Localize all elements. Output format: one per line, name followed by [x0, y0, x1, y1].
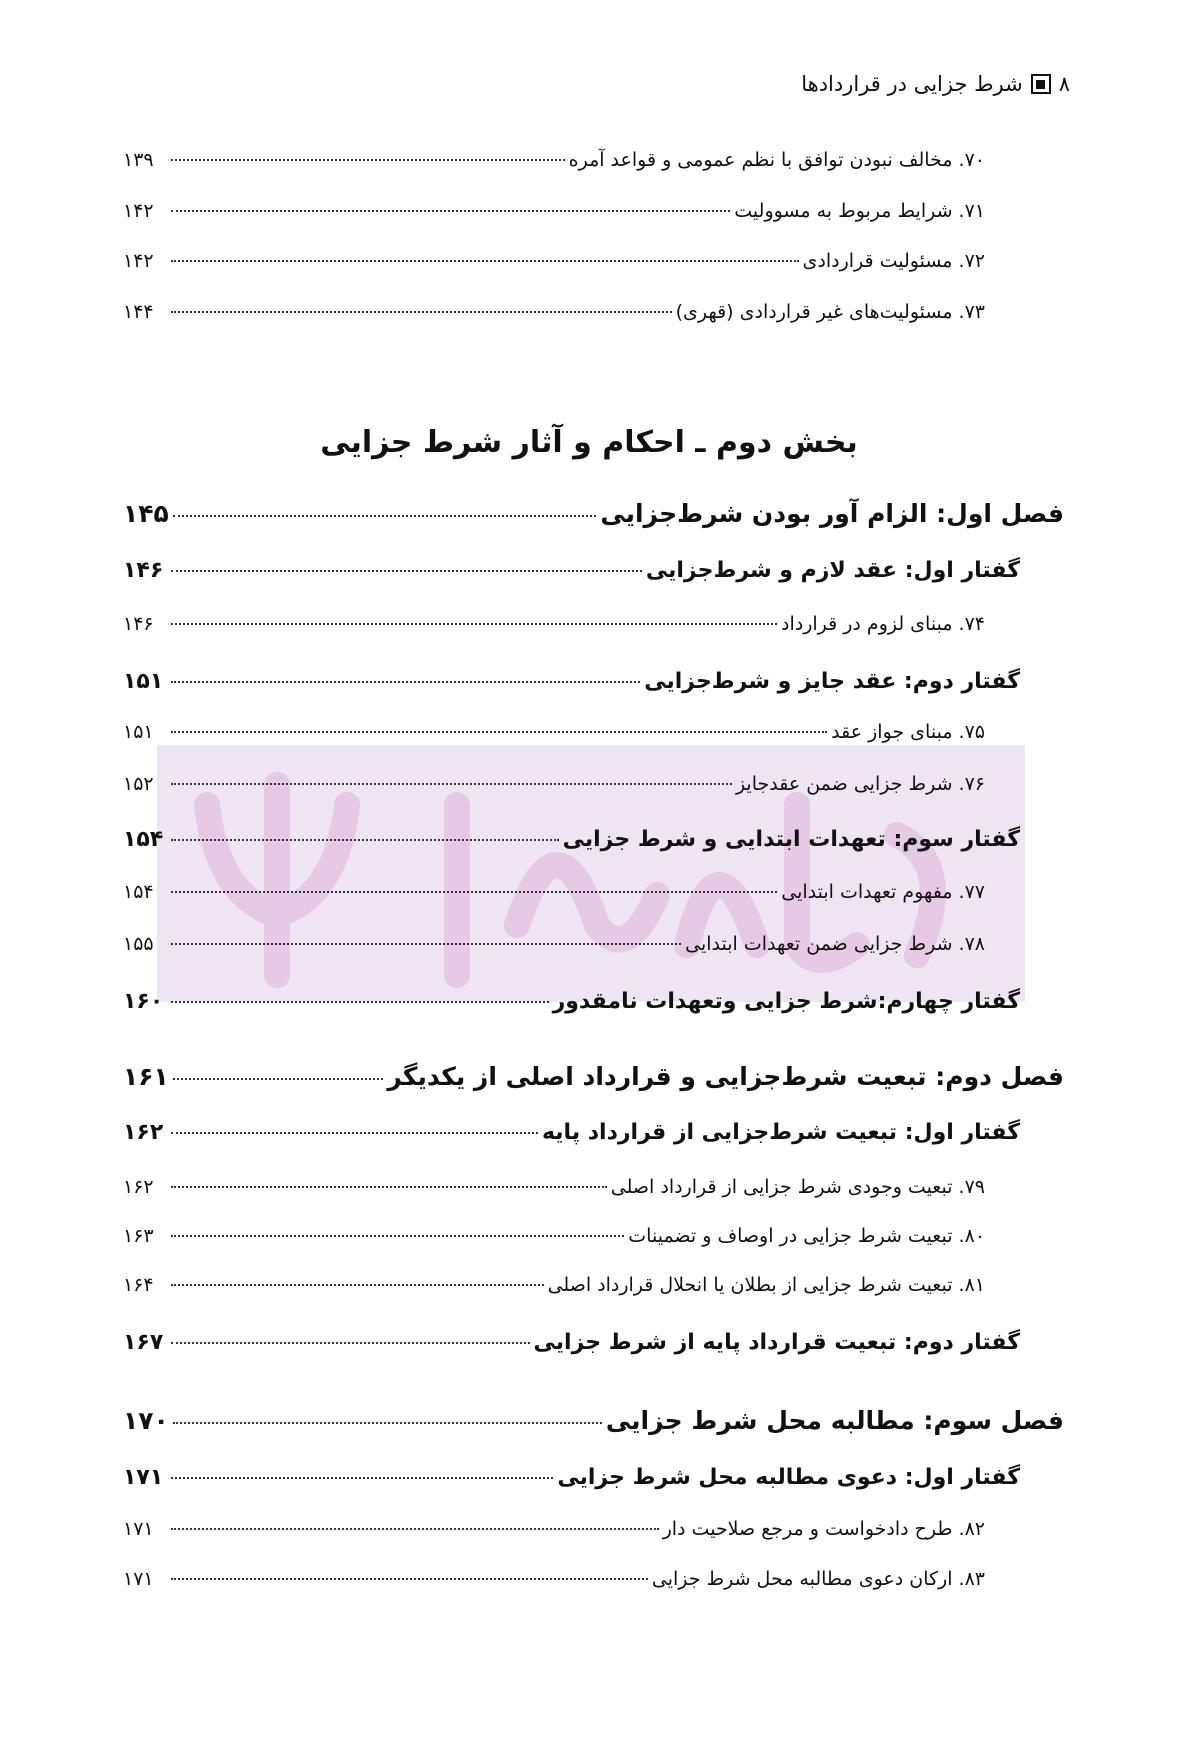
- leader-dots: [171, 681, 640, 683]
- toc-entry-page: ۱۶۲: [123, 1120, 164, 1146]
- leader-dots: [171, 943, 681, 945]
- toc-entry: [123, 669, 1020, 694]
- toc-entry-title: ۷۶. شرط جزایی ضمن عقدجایز: [735, 773, 985, 796]
- toc-entry: [123, 881, 985, 903]
- toc-entry-title: ۷۰. مخالف نبودن توافق با نظم عمومی و قواعد آمره: [568, 149, 985, 172]
- toc-entry: [123, 149, 985, 171]
- toc-entry-page: ۱۴۲: [123, 199, 154, 222]
- leader-dots: [171, 159, 565, 161]
- leader-dots: [171, 311, 672, 313]
- toc-entry-page: ۱۴۶: [123, 558, 164, 584]
- book-title: شرط جزایی در قراردادها: [801, 72, 1023, 96]
- toc-entry-title: ۷۱. شرایط مربوط به مسوولیت: [734, 199, 985, 222]
- toc-entry-title: ۸۲. طرح دادخواست و مرجع صلاحیت دار: [662, 1518, 985, 1540]
- toc-entry-page: ۱۵۲: [123, 773, 154, 796]
- toc-entry-page: ۱۵۴: [123, 880, 154, 903]
- toc-entry-page: ۱۷۱: [123, 1518, 154, 1540]
- toc-entry-page: ۱۴۵: [123, 498, 169, 528]
- toc-entry-title: گفتار اول: عقد لازم و شرط‌جزایی: [645, 558, 1020, 584]
- page-number: ۸: [1058, 72, 1070, 96]
- leader-dots: [171, 1001, 549, 1003]
- toc-entry: [123, 1568, 985, 1590]
- toc-entry: [123, 1274, 985, 1296]
- toc-entry-title: فصل اول: الزام آور بودن شرط‌جزایی: [600, 498, 1064, 528]
- leader-dots: [171, 1578, 648, 1580]
- toc-entry-page: ۱۵۴: [123, 826, 164, 852]
- leader-dots: [171, 260, 799, 262]
- leader-dots: [173, 515, 597, 517]
- toc-entry: [123, 1062, 1064, 1091]
- square-bullet-icon: [1031, 74, 1051, 94]
- toc-entry-page: ۱۶۴: [123, 1273, 154, 1296]
- toc-entry: [123, 200, 985, 222]
- toc-entry-title: گفتار اول: دعوی مطالبه محل شرط جزایی: [557, 1465, 1020, 1491]
- toc-entry-title: ۷۵. مبنای جواز عقد: [831, 720, 985, 743]
- toc-entry-page: ۱۶۷: [123, 1329, 164, 1355]
- leader-dots: [173, 1078, 384, 1080]
- leader-dots: [171, 839, 559, 841]
- leader-dots: [171, 731, 827, 733]
- toc-entry-page: ۱۴۶: [123, 613, 154, 636]
- part-title: بخش دوم ـ احکام و آثار شرط جزایی: [320, 425, 858, 460]
- toc-entry: [123, 1120, 1020, 1145]
- toc-entry-page: ۱۷۰: [123, 1406, 169, 1435]
- toc-entry-title: ۸۱. تبعیت شرط جزایی از بطلان یا انحلال قرارداد اصلی: [547, 1273, 985, 1296]
- leader-dots: [171, 1132, 538, 1134]
- toc-entry-page: ۱۳۹: [123, 149, 154, 172]
- leader-dots: [171, 623, 777, 625]
- toc-entry-page: ۱۵۱: [123, 720, 154, 743]
- toc-entry-page: ۱۷۱: [123, 1465, 164, 1491]
- toc-entry-title: فصل دوم: تبعیت شرط‌جزایی و قرارداد اصلی از یکدیگر: [387, 1062, 1064, 1092]
- leader-dots: [171, 570, 642, 572]
- toc-entry: [123, 558, 1020, 583]
- toc-entry: [123, 773, 985, 795]
- leader-dots: [171, 1477, 553, 1479]
- running-header: [801, 72, 1070, 96]
- leader-dots: [171, 1235, 624, 1237]
- toc-entry-title: ۷۲. مسئولیت قراردادی: [802, 250, 985, 273]
- leader-dots: [171, 1186, 607, 1188]
- toc-entry: [123, 827, 1020, 852]
- toc-entry-page: ۱۵۱: [123, 669, 164, 695]
- toc-entry-title: فصل سوم: مطالبه محل شرط جزایی: [605, 1406, 1064, 1435]
- toc-entry: [123, 1406, 1064, 1435]
- leader-dots: [173, 1422, 602, 1424]
- toc-entry: [123, 499, 1064, 528]
- toc-entry: [123, 933, 985, 955]
- leader-dots: [171, 1528, 659, 1530]
- toc-entry-title: ۸۰. تبعیت شرط جزایی در اوصاف و تضمینات: [628, 1224, 985, 1247]
- toc-entry: [123, 989, 1020, 1014]
- toc-entry-page: ۱۶۳: [123, 1224, 154, 1247]
- leader-dots: [171, 1342, 530, 1344]
- toc-entry-title: ۷۳. مسئولیت‌های غیر قراردادی (قهری): [675, 300, 985, 323]
- toc-entry-page: ۱۶۲: [123, 1176, 154, 1199]
- toc-entry-title: ۷۴. مبنای لزوم در قرارداد: [781, 613, 985, 636]
- toc-entry-title: گفتار سوم: تعهدات ابتدایی و شرط جزایی: [562, 826, 1020, 852]
- toc-entry-title: گفتار دوم: عقد جایز و شرط‌جزایی: [644, 669, 1020, 695]
- toc-entry-title: گفتار دوم: تبعیت قرارداد پایه از شرط جزایی: [533, 1329, 1020, 1355]
- toc-entry-title: ۷۸. شرط جزایی ضمن تعهدات ابتدایی: [685, 933, 985, 956]
- toc-entry: [123, 1176, 985, 1198]
- leader-dots: [171, 1284, 544, 1286]
- leader-dots: [171, 891, 777, 893]
- toc-entry: [123, 613, 985, 635]
- toc-entry-page: ۱۶۱: [123, 1062, 169, 1092]
- toc-entry: [123, 1465, 1020, 1490]
- toc-entry: [123, 1330, 1020, 1355]
- toc-entry-page: ۱۷۱: [123, 1568, 154, 1591]
- toc-entry-title: ۷۹. تبعیت وجودی شرط جزایی از قرارداد اصلی: [610, 1176, 985, 1199]
- toc-entry: [123, 1518, 985, 1540]
- toc-entry-title: گفتار چهارم:شرط جزایی وتعهدات نامقدور: [552, 989, 1020, 1015]
- toc-entry-title: ۸۳. ارکان دعوی مطالبه محل شرط جزایی: [651, 1568, 985, 1591]
- toc-entry-page: ۱۴۴: [123, 300, 154, 323]
- toc-entry-title: گفتار اول: تبعیت شرط‌جزایی از قرارداد پایه: [541, 1120, 1020, 1146]
- leader-dots: [171, 210, 730, 212]
- toc-entry-page: ۱۵۵: [123, 933, 154, 956]
- toc-entry: [123, 250, 985, 272]
- toc-entry: [123, 1225, 985, 1247]
- leader-dots: [171, 783, 732, 785]
- toc-entry-title: ۷۷. مفهوم تعهدات ابتدایی: [781, 880, 985, 903]
- toc-entry: [123, 721, 985, 743]
- toc-entry: [123, 301, 985, 323]
- toc-entry-page: ۱۴۲: [123, 250, 154, 273]
- toc-entry-page: ۱۶۰: [123, 989, 164, 1015]
